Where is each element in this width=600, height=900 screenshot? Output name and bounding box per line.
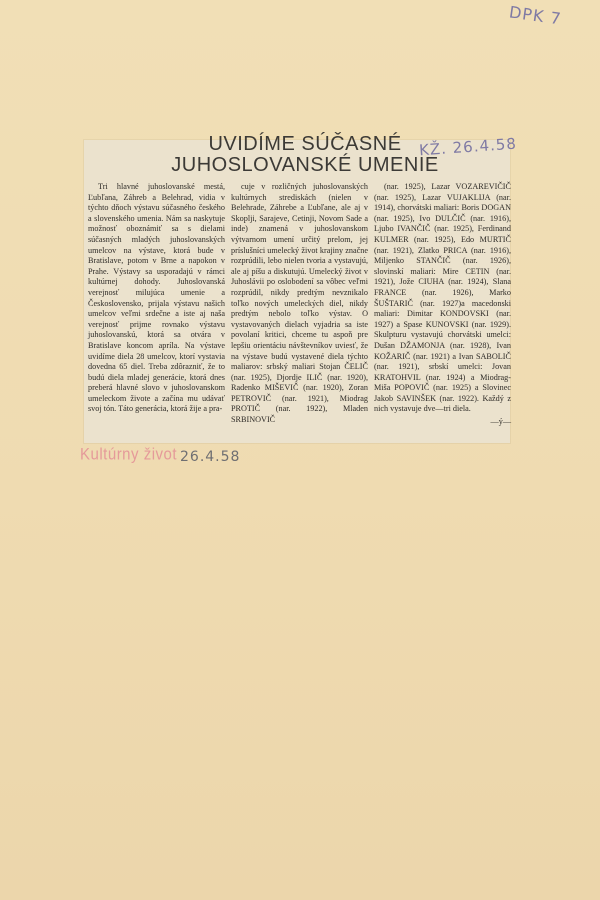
handwritten-date-bottom: 26.4.58 [180,449,241,465]
column-1-text: Tri hlavné juhoslovanské mestá, Ľubľana, Záhreb a Belehrad, vidia v týchto dňoch výstavu súčasného českého a slovenského umenia. Nám sa naskytuje možnosť oboznámiť sa s dielami súčasných mladých juhoslovanských umelcov na výstave, ktorá bude v Bratislave, potom v Brne a napokon v Prahe. Výstavy sa usporadajú v rámci kultúrnej dohody. Juhoslovanská verejnosť milujúca umenie a Československo, prijala výstavu našich umelcov veľmi srdečne a iste aj naša verejnosť prijme rovnako výstavu juhoslovanskú, ktorá sa otvára v Bratislave koncom apríla. Na výstave uvidíme diela 28 umelcov, ktorí vystavia dovedna 65 diel. Treba zdôrazniť, že to budú diela mladej generácie, ktorá dnes preberá hlavné slovo v juhoslovanskom umeleckom živote a začína mu udávať svoj tón. Táto generácia, ktorá žije a pra- [88,182,225,414]
column-3-text: (nar. 1925), Lazar VOZAREVIČIČ (nar. 1925), Lazar VUJAKLIJA (nar. 1914), chorvátski maliari: Boris DOGAN (nar. 1925), Ivo DULČIČ (nar. 1916), Ljubo IVANČIČ (nar. 1925), Ferdinand KULMER (nar. 1925), Edo MURTIČ (nar. 1921), Zlatko PRICA (nar. 1916), Miljenko STANČIČ (nar. 1926), slovinskí maliari: Mire CETIN (nar. 1921), Jože CIUHA (nar. 1924), Slana FRANCE (nar. 1926), Marko ŠUŠTARIČ (nar. 1927)a macedonski maliari: Dimitar KONDOVSKI (nar. 1927) a Spase KUNOVSKI (nar. 1929). Skulpturu vystavujú chorvátski umelci: Dušan DŽAMONJA (nar. 1928), Ivan KOŽARIČ (nar. 1921) a Ivan SABOLIČ (nar. 1921), srbskí umelci: Jovan KRATOHVIL (nar. 1924) a Miodrag-Miša POPOVIČ (nar. 1925) a Slovinec Jakob SAVINŠEK (nar. 1922). Každý z nich vystavuje dve—tri diela. [374,182,511,414]
article-body [88,182,512,442]
article-title-line2: JUHOSLOVANSKÉ UMENIE [171,154,439,176]
author-signature: —ý— [490,417,511,427]
article-column-1 [88,182,225,442]
article-title [160,134,450,176]
handwritten-date-top: KŽ. 26.4.58 [418,134,518,160]
handwritten-catalog-number: DPK 7 [507,2,563,29]
column-2-text: cuje v rozličných juhoslovanských kultúrnych strediskách (nielen v Belehrade, Záhrebe a Ľubľane, ale aj v Skoplji, Sarajeve, Cetinji, Novom Sade a inde) znamená v juhoslovanskom výtvarnom umení určitý prelom, jej príslušníci umelecký život krajiny značne rozprúdili, lebo nielen tvoria a vystavujú, ale aj píšu a diskutujú. Umelecký život v Juhoslávii po oslobodení sa vôbec veľmi rozprúdil, nikdy predtým nevznikalo toľko nových umeleckých diel, nikdy predtým nebolo toľko výstav. O vystavovaných dielach vyjadria sa iste povolaní kritici, chceme tu aspoň pre lepšiu orientáciu návštevníkov uviesť, že na výstave budú vystavené diela týchto maliarov: srbský maliari Stojan ČELIČ (nar. 1925), Djordje ILIČ (nar. 1920), Radenko MIŠEVIČ (nar. 1920), Zoran PETROVIČ (nar. 1921), Miodrag PROTIČ (nar. 1922), Mladen SRBINOVIČ [231,182,368,425]
source-stamp: Kultúrny život [80,445,178,464]
article-column-3 [374,182,511,442]
article-column-2 [231,182,368,442]
article-title-line1: UVIDÍME SÚČASNÉ [208,133,402,155]
